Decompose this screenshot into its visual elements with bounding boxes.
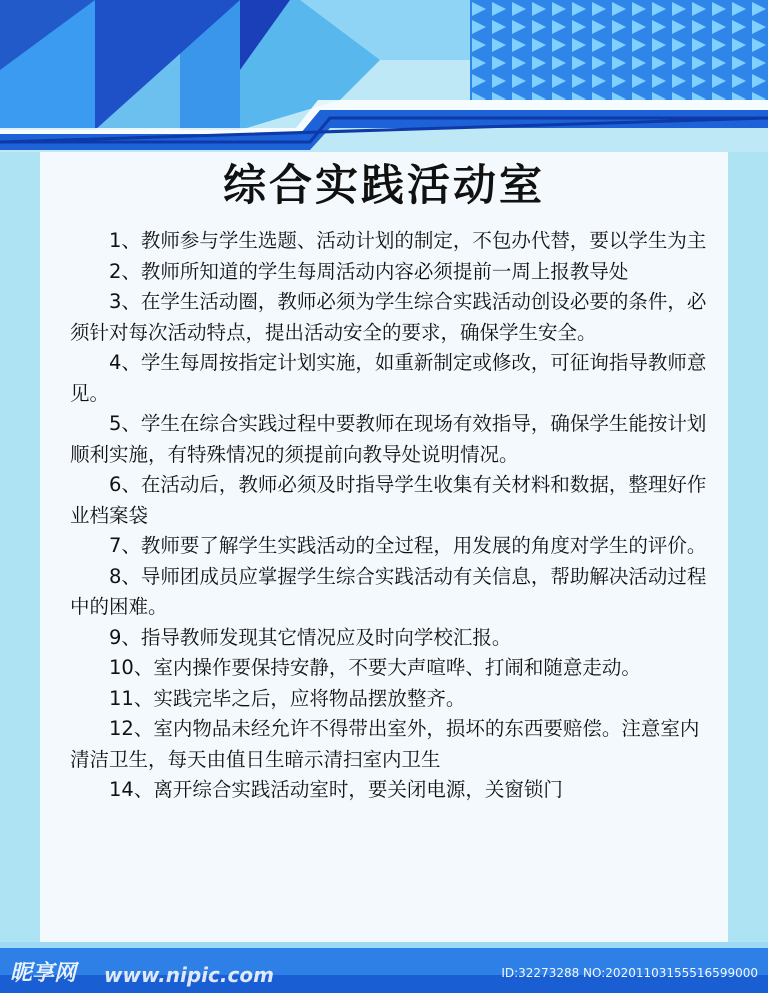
rule-item: 7、教师要了解学生实践活动的全过程，用发展的角度对学生的评价。 <box>109 534 707 557</box>
rule-item: 2、教师所知道的学生每周活动内容必须提前一周上报教导处 <box>109 259 629 283</box>
watermark-url: www.nipic.com <box>104 963 274 987</box>
watermark-id: ID:32273288 NO:20201103155516599000 <box>501 966 758 980</box>
rule-item: 11、实践完毕之后，应将物品摆放整齐。 <box>109 686 466 710</box>
rule-item: 8、导师团成员应掌握学生综合实践活动有关信息，帮助解决活动过程中的困难。 <box>70 564 707 618</box>
watermark-logo: 昵享网 <box>10 961 77 986</box>
rule-item: 5、学生在综合实践过程中要教师在现场有效指导，确保学生能按计划顺利实施，有特殊情况的须提前向教导处说明情况。 <box>70 412 707 466</box>
page-title: 综合实践活动室 <box>223 161 545 211</box>
rule-item: 14、离开综合实践活动室时，要关闭电源，关窗锁门 <box>109 778 563 801</box>
rule-item: 4、学生每周按指定计划实施，如重新制定或修改，可征询指导教师意见。 <box>70 351 707 405</box>
rule-item: 9、指导教师发现其它情况应及时向学校汇报。 <box>109 625 512 649</box>
rule-item: 12、室内物品未经允许不得带出室外，损坏的东西要赔偿。注意室内清洁卫生，每天由值日生暗示清扫室内卫生 <box>70 717 700 771</box>
rule-item: 3、在学生活动圈，教师必须为学生综合实践活动创设必要的条件，必须针对每次活动特点，提出活动安全的要求，确保学生安全。 <box>70 290 707 344</box>
rule-item: 6、在活动后，教师必须及时指导学生收集有关材料和数据，整理好作业档案袋 <box>70 473 707 527</box>
rule-item: 1、教师参与学生选题、活动计划的制定，不包办代替，要以学生为主 <box>109 229 707 252</box>
rule-item: 10、室内操作要保持安静，不要大声喧哗、打闹和随意走动。 <box>109 656 641 679</box>
rules-list <box>70 226 715 806</box>
